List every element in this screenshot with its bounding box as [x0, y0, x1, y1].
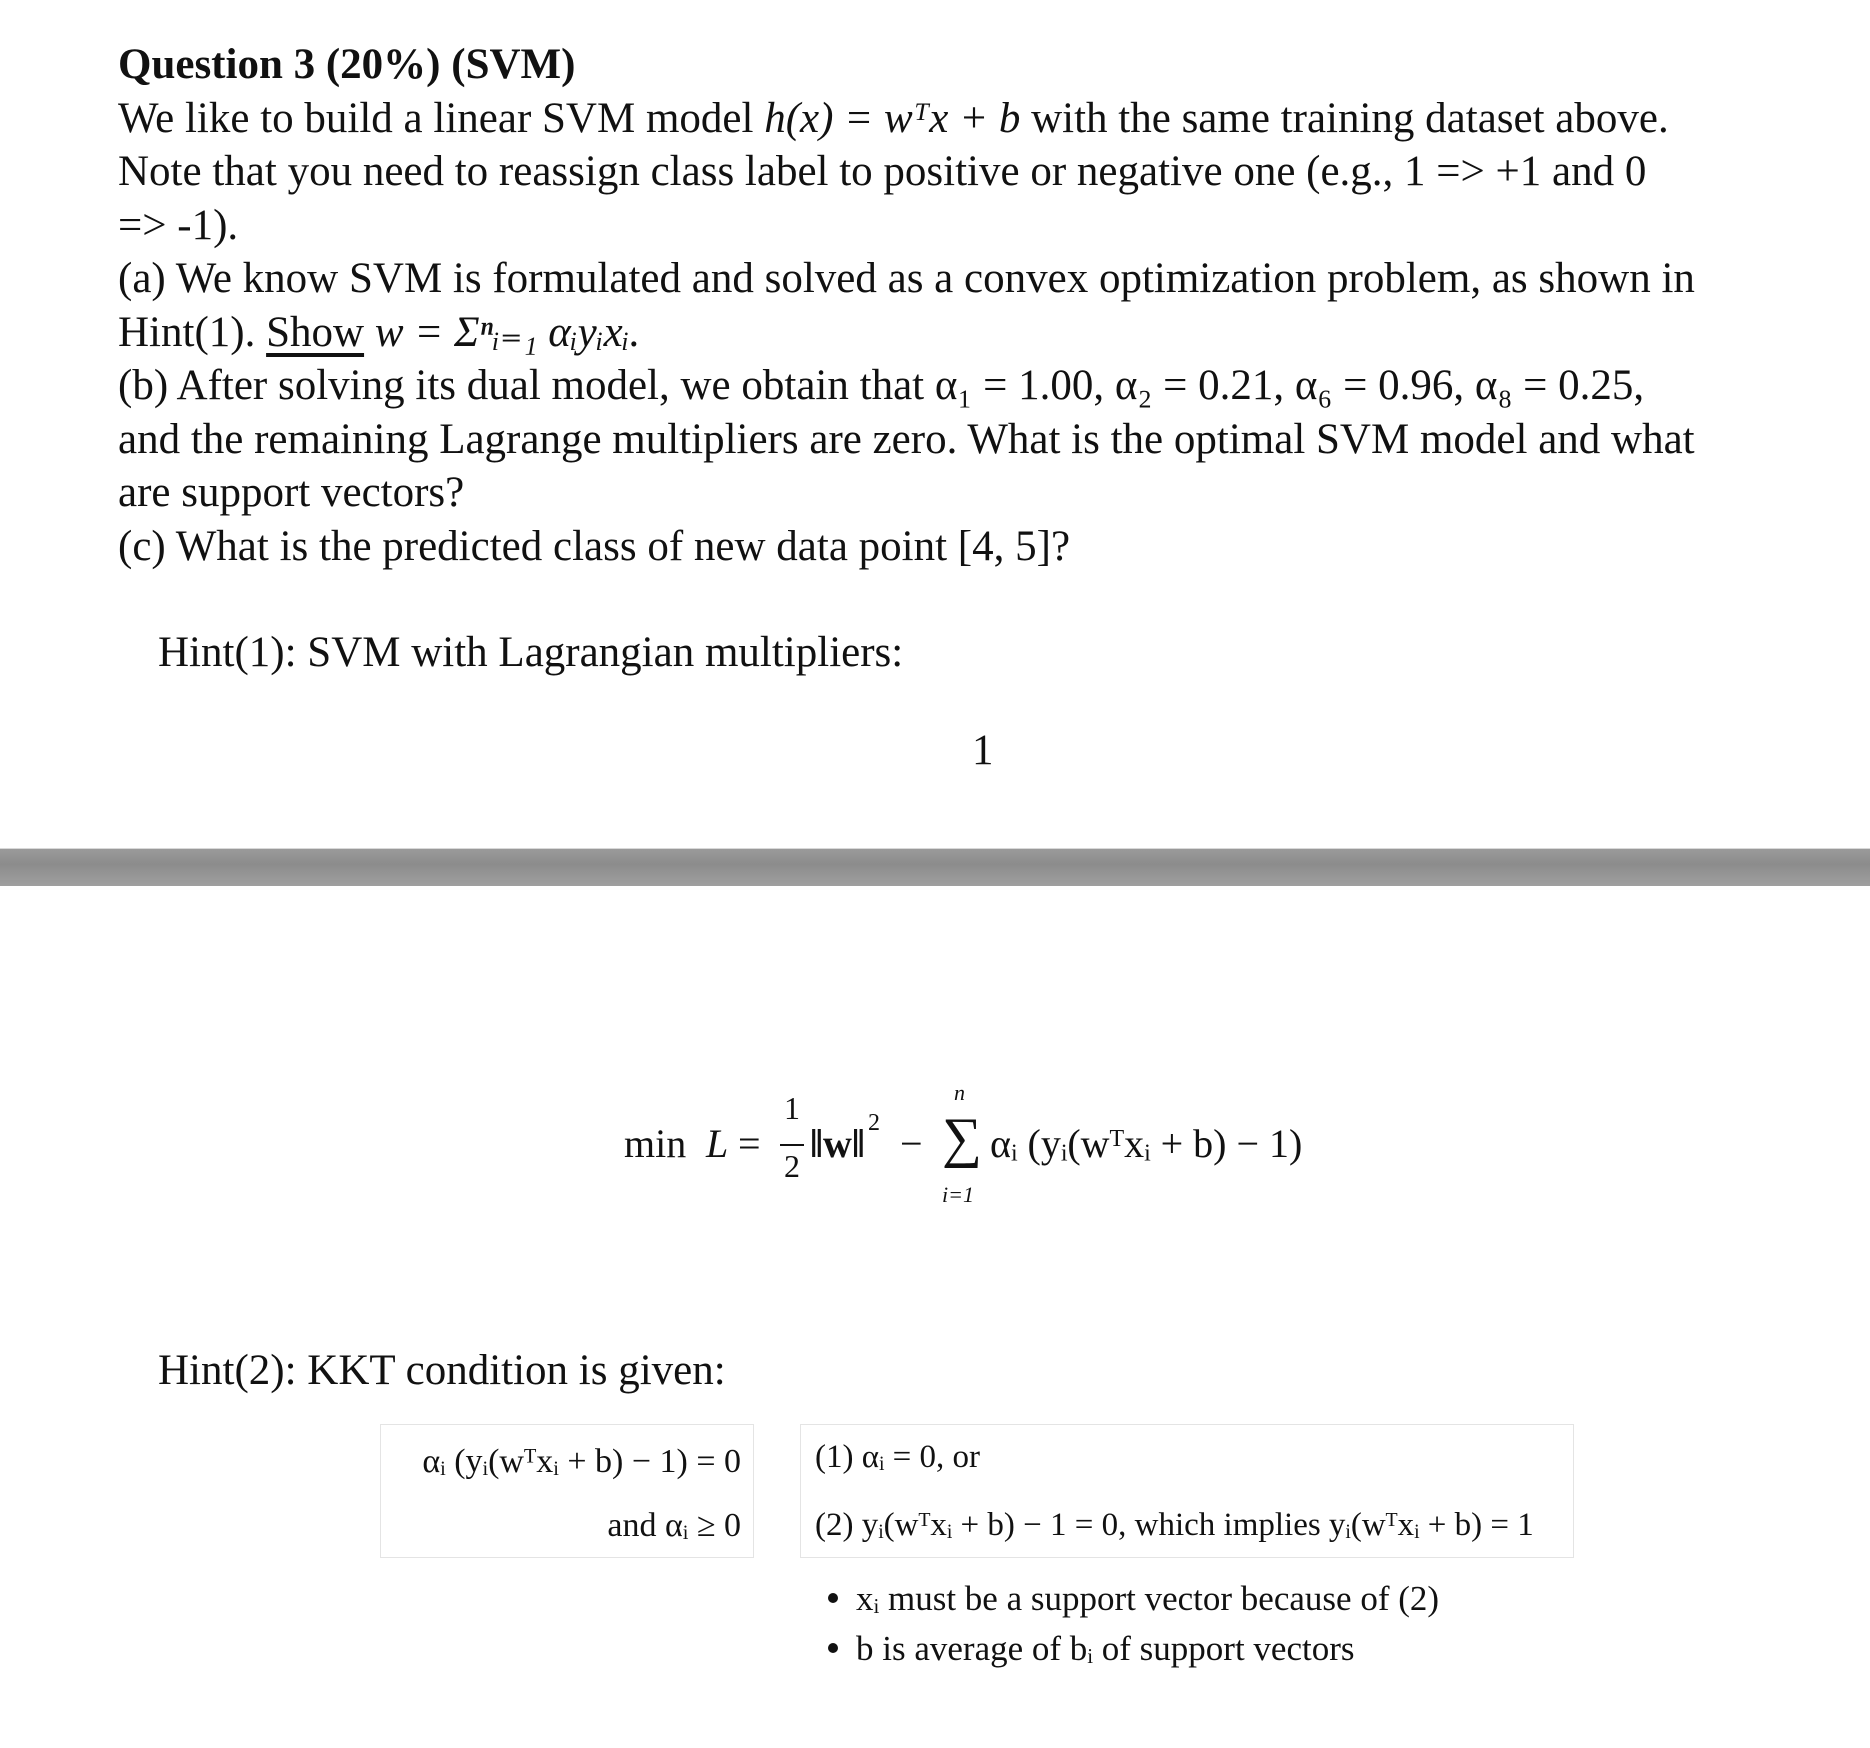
kkt-left-line-2: and αᵢ ≥ 0: [607, 1507, 741, 1544]
kkt-right-box: [800, 1424, 1574, 1558]
part-b-line-1: (b) After solving its dual model, we obtain that α₁ = 1.00, α₂ = 0.21, α₆ = 0.96, α₈ = 0.25,: [118, 362, 1645, 409]
question-title: Question 3 (20%) (SVM): [118, 41, 576, 88]
kkt-right-line-2: (2) yᵢ(wᵀxᵢ + b) − 1 = 0, which implies yᵢ(wᵀxᵢ + b) = 1: [815, 1507, 1534, 1543]
question-line-2: Note that you need to reassign class label to positive or negative one (e.g., 1 => +1 and 0: [118, 148, 1647, 195]
formula-fraction-bar: [780, 1144, 804, 1146]
part-a-formula: w = Σⁿᵢ₌₁ αᵢyᵢxᵢ.: [374, 308, 641, 356]
model-formula: h(x) = wᵀx + b: [764, 94, 1021, 142]
kkt-left-box: [380, 1424, 754, 1558]
bullet-item: [828, 1624, 1439, 1674]
question-line-1-a: We like to build a linear SVM model: [118, 94, 765, 142]
question-line-3: => -1).: [118, 201, 239, 249]
bullet-text-2: b is average of bᵢ of support vectors: [856, 1629, 1355, 1668]
bullet-text-1: xᵢ must be a support vector because of (2): [856, 1579, 1440, 1618]
bullet-icon: [828, 1643, 838, 1653]
question-block: [118, 38, 1858, 573]
formula-minus: −: [900, 1121, 923, 1166]
kkt-left-line-1: αᵢ (yᵢ(wᵀxᵢ + b) − 1) = 0: [422, 1443, 741, 1480]
bullet-item: [828, 1574, 1439, 1624]
question-line-1: [118, 92, 1858, 146]
part-a-line-1: (a) We know SVM is formulated and solved as a convex optimization problem, as shown in: [118, 255, 1695, 302]
formula-half-den: 2: [784, 1148, 800, 1184]
bullet-icon: [828, 1593, 838, 1603]
sum-icon: ∑: [942, 1107, 982, 1169]
lagrangian-formula: [624, 1080, 1344, 1210]
kkt-right-line-1: (1) αᵢ = 0, or: [815, 1439, 981, 1475]
part-c: (c) What is the predicted class of new data point [4, 5]?: [118, 522, 1071, 570]
question-line-1-b: with the same training dataset above.: [1020, 94, 1669, 142]
page-separator: [0, 848, 1870, 888]
formula-square: 2: [868, 1110, 880, 1136]
part-a-show: Show: [266, 308, 365, 356]
formula-eq: =: [738, 1121, 761, 1166]
part-b-line-2: and the remaining Lagrange multipliers are zero. What is the optimal SVM model and what: [118, 415, 1695, 463]
part-a-prefix: Hint(1).: [118, 308, 267, 356]
hint-2: Hint(2): KKT condition is given:: [158, 1347, 726, 1394]
formula-body: αᵢ (yᵢ(wᵀxᵢ + b) − 1): [990, 1121, 1303, 1166]
part-b-line-3: are support vectors?: [118, 469, 465, 516]
kkt-bullets: [828, 1574, 1439, 1674]
formula-norm: ‖w‖: [810, 1121, 865, 1166]
formula-min: min: [624, 1121, 687, 1166]
formula-half-num: 1: [784, 1090, 800, 1126]
formula-sum-bottom: i=1: [942, 1182, 974, 1207]
part-a-line-2: [118, 306, 1858, 360]
hint-1: Hint(1): SVM with Lagrangian multipliers:: [158, 629, 904, 676]
page-number: 1: [972, 727, 994, 774]
formula-lhs: L: [706, 1121, 729, 1166]
formula-sum-top: n: [954, 1080, 965, 1105]
